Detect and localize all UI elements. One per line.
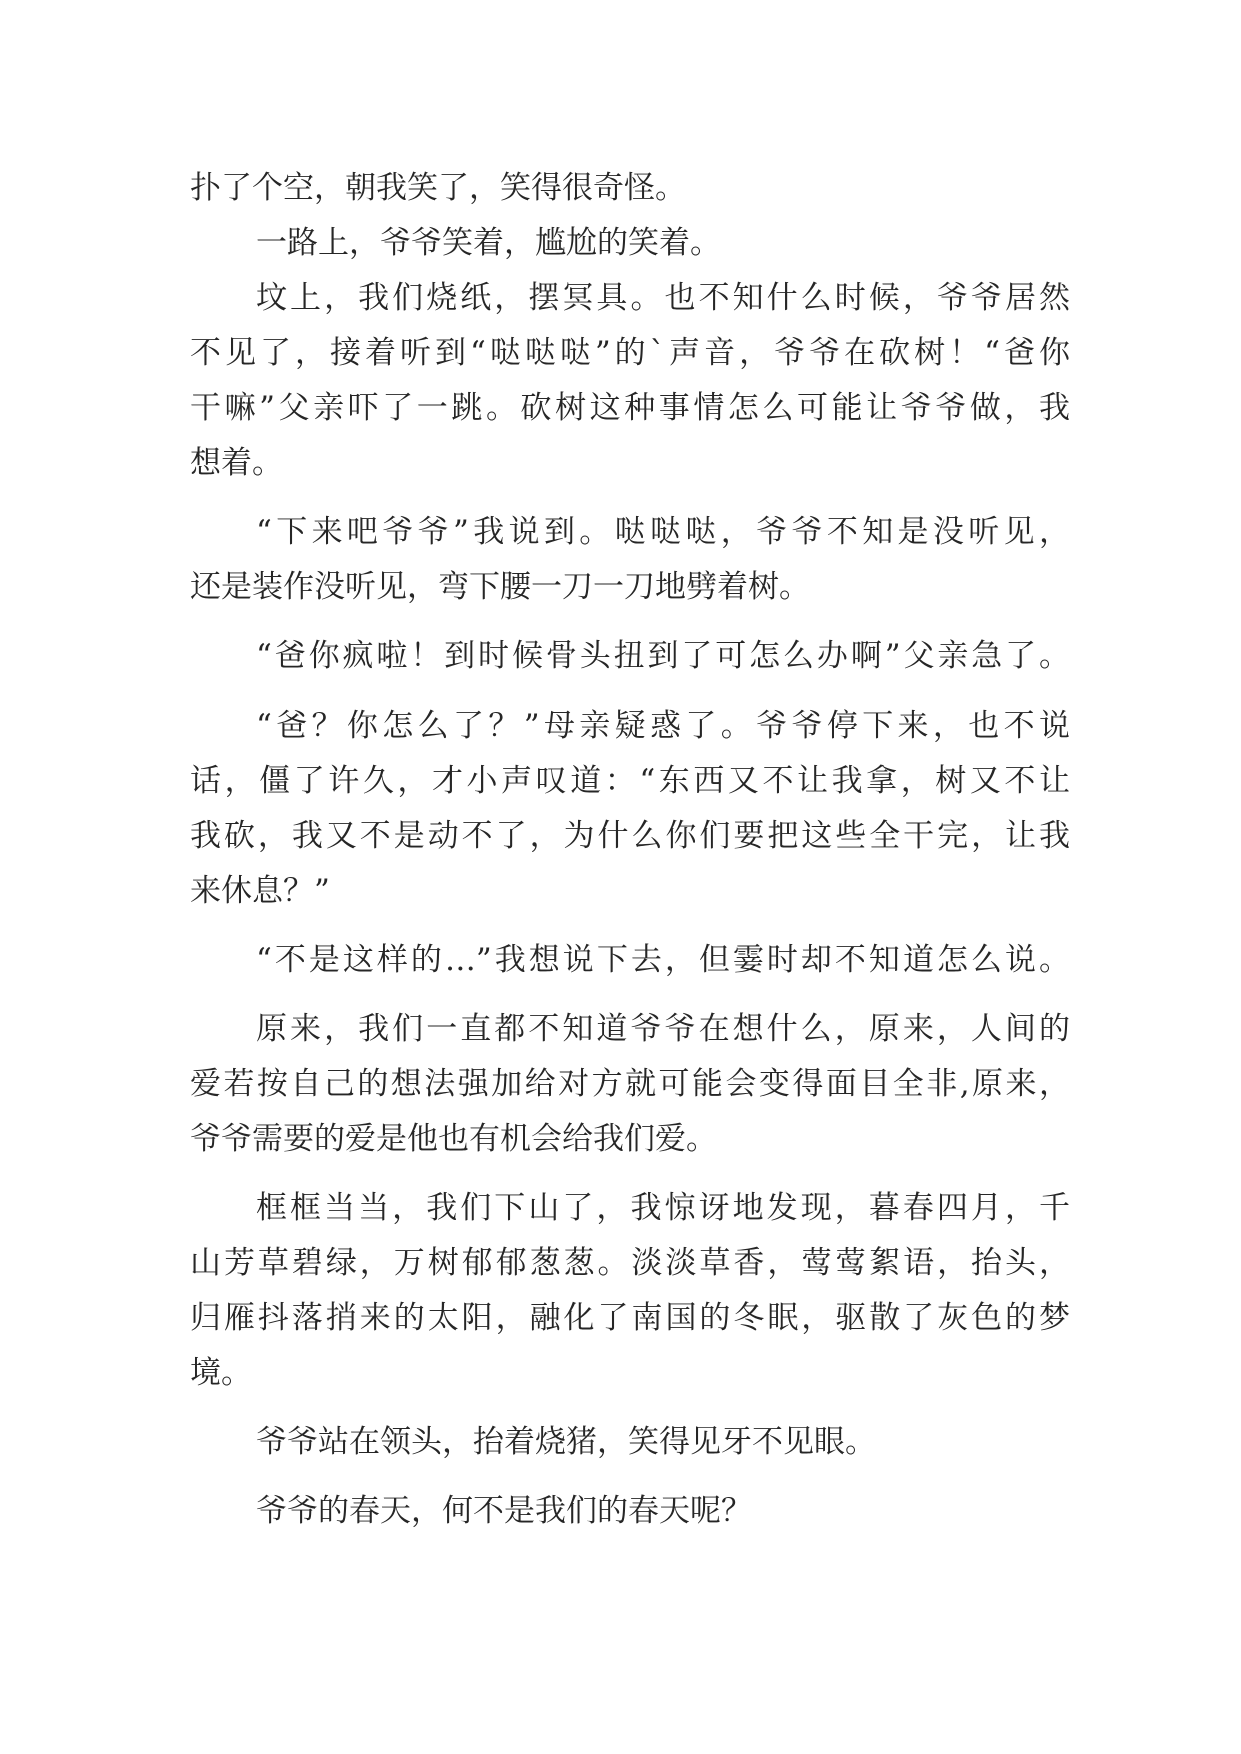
text-line: “不是这样的…”我想说下去，但霎时却不知道怎么说。 bbox=[256, 942, 1070, 978]
text-line: “下来吧爷爷”我说到。哒哒哒，爷爷不知是没听见， bbox=[256, 514, 1070, 550]
text-line: 还是装作没听见，弯下腰一刀一刀地劈着树。 bbox=[190, 569, 810, 605]
text-line: 一路上，爷爷笑着，尴尬的笑着。 bbox=[256, 225, 721, 261]
text-line: 干嘛”父亲吓了一跳。砍树这种事情怎么可能让爷爷做，我 bbox=[190, 390, 1070, 426]
text-line: 爱若按自己的想法强加给对方就可能会变得面目全非,原来， bbox=[190, 1066, 1070, 1102]
text-line: 爷爷站在领头，抬着烧猪，笑得见牙不见眼。 bbox=[256, 1424, 876, 1460]
text-line: 爷爷的春天，何不是我们的春天呢？ bbox=[256, 1493, 752, 1529]
text-line: 想着。 bbox=[190, 445, 283, 481]
text-line: 扑了个空，朝我笑了，笑得很奇怪。 bbox=[190, 170, 686, 206]
text-line: 我砍，我又不是动不了，为什么你们要把这些全干完，让我 bbox=[190, 818, 1070, 854]
text-line: 爷爷需要的爱是他也有机会给我们爱。 bbox=[190, 1121, 717, 1157]
text-line: 原来，我们一直都不知道爷爷在想什么，原来，人间的 bbox=[256, 1011, 1070, 1047]
text-line: “爸你疯啦！到时候骨头扭到了可怎么办啊”父亲急了。 bbox=[256, 638, 1070, 674]
text-line: 不见了，接着听到“哒哒哒”的`声音，爷爷在砍树！“爸你 bbox=[190, 335, 1070, 371]
text-line: 山芳草碧绿，万树郁郁葱葱。淡淡草香，莺莺絮语，抬头， bbox=[190, 1245, 1070, 1281]
text-line: “爸？你怎么了？”母亲疑惑了。爷爷停下来，也不说 bbox=[256, 708, 1070, 744]
text-line: 框框当当，我们下山了，我惊讶地发现，暮春四月，千 bbox=[256, 1190, 1070, 1226]
text-line: 境。 bbox=[190, 1355, 252, 1391]
text-line: 来休息？” bbox=[190, 873, 330, 909]
text-line: 归雁抖落捎来的太阳，融化了南国的冬眠，驱散了灰色的梦 bbox=[190, 1300, 1070, 1336]
text-line: 坟上，我们烧纸，摆冥具。也不知什么时候，爷爷居然 bbox=[256, 280, 1070, 316]
text-line: 话，僵了许久，才小声叹道：“东西又不让我拿，树又不让 bbox=[190, 763, 1070, 799]
